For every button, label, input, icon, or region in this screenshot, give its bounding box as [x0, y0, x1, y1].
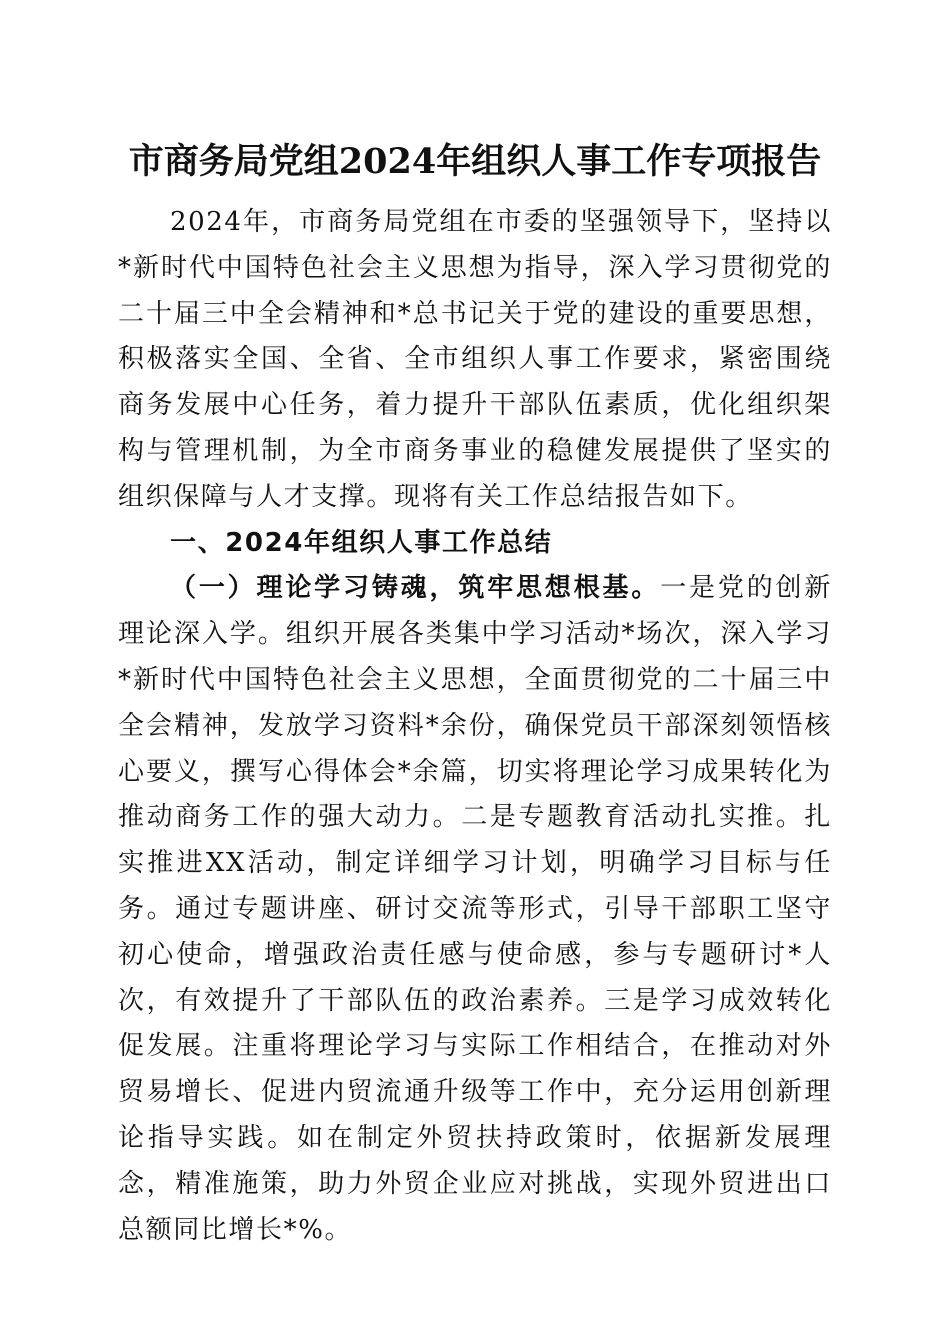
section-heading-1: 一、2024年组织人事工作总结 — [170, 527, 553, 558]
document-body — [118, 200, 832, 1253]
intro-paragraph: 2024年，市商务局党组在市委的坚强领导下，坚持以*新时代中国特色社会主义思想为指导，深入学习贯彻党的二十届三中全会精神和*总书记关于党的建设的重要思想，积极落实全国、全省、全市组织人事工作要求，紧密围绕商务发展中心任务，着力提升干部队伍素质，优化组织架构与管理机制，为全市商务事业的稳健发展提供了坚实的组织保障与人才支撑。现将有关工作总结报告如下。 — [118, 207, 832, 512]
document-title: 市商务局党组2024年组织人事工作专项报告 — [128, 141, 822, 182]
subsection-lead-1: （一）理论学习铸魂，筑牢思想根基。 — [170, 573, 661, 604]
subsection-paragraph-1 — [118, 566, 832, 1253]
subsection-text-1: 一是党的创新理论深入学。组织开展各类集中学习活动*场次，深入学习*新时代中国特色社会主义思想，全面贯彻党的二十届三中全会精神，发放学习资料*余份，确保党员干部深刻领悟核心要义，撰写心得体会*余篇，切实将理论学习成果转化为推动商务工作的强大动力。二是专题教育活动扎实推。扎实推进XX活动，制定详细学习计划，明确学习目标与任务。通过专题讲座、研讨交流等形式，引导干部职工坚守初心使命，增强政治责任感与使命感，参与专题研讨*人次，有效提升了干部队伍的政治素养。三是学习成效转化促发展。注重将理论学习与实际工作相结合，在推动对外贸易增长、促进内贸流通升级等工作中，充分运用创新理论指导实践。如在制定外贸扶持政策时，依据新发展理念，精准施策，助力外贸企业应对挑战，实现外贸进出口总额同比增长*%。 — [118, 573, 832, 1245]
